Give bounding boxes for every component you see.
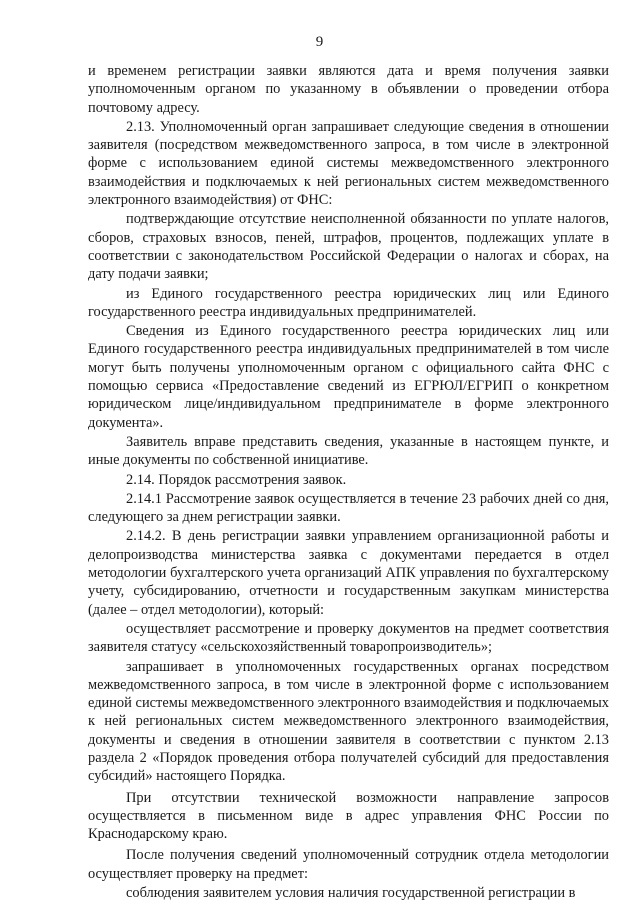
- paragraph-compliance: соблюдения заявителем условия наличия государственной регистрации в: [126, 885, 576, 902]
- paragraph-2-14-2: 2.14.2. В день регистрации заявки управлением организационной работы и делопроизводства министерства заявка с документами передается в отдел методологии бухгалтерского учета организаций АПК управления по бухгалтерскому учету, субсидированию, отчетности и государственным закупкам министерства (далее – отдел методологии), который:: [88, 528, 609, 618]
- paragraph-2-14: 2.14. Порядок рассмотрения заявок.: [126, 471, 347, 488]
- paragraph-2-13: 2.13. Уполномоченный орган запрашивает следующие сведения в отношении заявителя (посредством межведомственного запроса, в том числе в электронной форме с использованием единой системы межведомственного электронного взаимодействия и подключаемых к ней региональных систем межведомственного электронного взаимодействия) от ФНС:: [88, 118, 609, 209]
- paragraph-registry-info: Сведения из Единого государственного реестра юридических лиц или Единого государственного реестра индивидуальных предпринимателей в том числе могут быть получены уполномоченным органом с официального сайта ФНС с помощью сервиса «Предоставление сведений из ЕГРЮЛ/ЕГРИП о конкретном юридическом лице/индивидуальном предпринимателе в форме электронного документа».: [88, 323, 609, 431]
- paragraph-registry: из Единого государственного реестра юридических лиц или Единого государственного реестра индивидуальных предпринимателей.: [88, 285, 609, 320]
- paragraph-after-receiving: После получения сведений уполномоченный сотрудник отдела методологии осуществляет проверку на предмет:: [88, 847, 609, 882]
- page-number: 9: [315, 34, 324, 50]
- paragraph-applicant-right: Заявитель вправе представить сведения, указанные в настоящем пункте, и иные документы по собственной инициативе.: [88, 433, 609, 469]
- paragraph-2-14-1: 2.14.1 Рассмотрение заявок осуществляется в течение 23 рабочих дней со дня, следующего за днем регистрации заявки.: [88, 490, 609, 526]
- paragraph-tax-obligations: подтверждающие отсутствие неисполненной обязанности по уплате налогов, сборов, страховых взносов, пеней, штрафов, процентов, подлежащих уплате в соответствии с законодательством Российской Федерации о налогах и сборах, на дату подачи заявки;: [88, 211, 609, 283]
- paragraph-interagency-request: запрашивает в уполномоченных государственных органах посредством межведомственного запроса, в том числе в электронной форме с использованием единой системы межведомственного электронного взаимодействия и подключаемых к ней региональных систем межведомственного электронного взаимодействия, документы и сведения в отношении заявителя в соответствии с пунктом 2.13 раздела 2 «Порядок проведения отбора получателей субсидий для предоставления субсидий» настоящего Порядка.: [88, 658, 609, 785]
- document-body: [88, 62, 609, 903]
- paragraph-review-status: осуществляет рассмотрение и проверку документов на предмет соответствия заявителя статусу «сельскохозяйственный товаропроизводитель»;: [88, 620, 609, 656]
- paragraph-no-technical-possibility: При отсутствии технической возможности направление запросов осуществляется в письменном виде в адрес управления ФНС России по Краснодарскому краю.: [88, 789, 609, 843]
- paragraph-continuation: и временем регистрации заявки являются дата и время получения заявки уполномоченным органом по указанному в объявлении о проведении отбора почтовому адресу.: [88, 63, 609, 116]
